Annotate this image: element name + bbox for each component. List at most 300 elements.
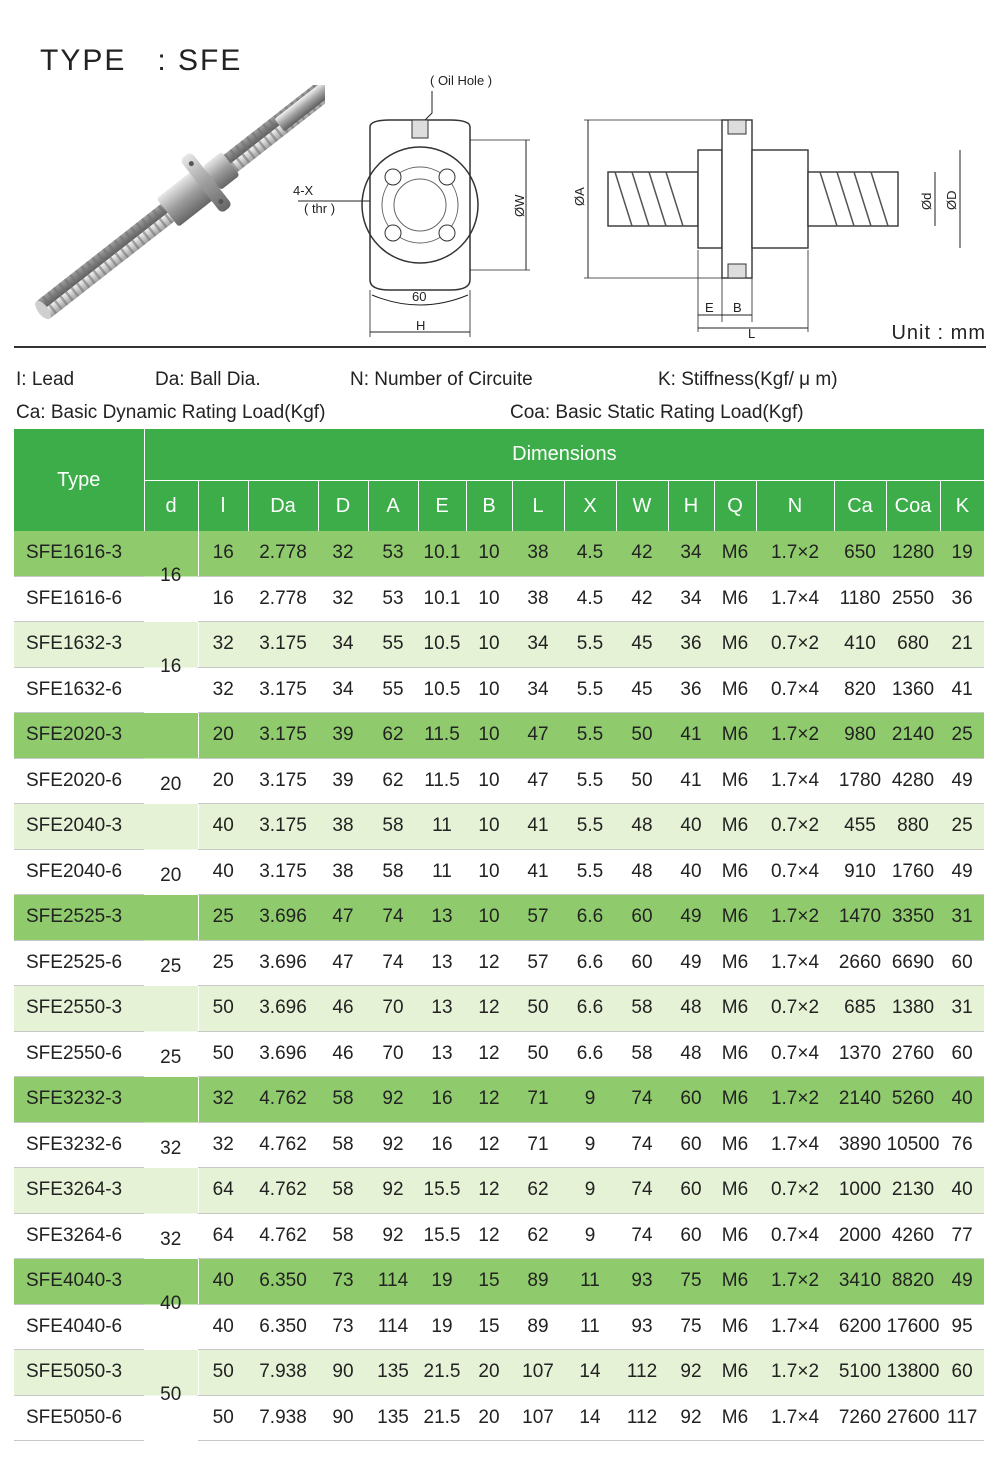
cell-value: 2550 [886,576,940,622]
cell-value: 1.7×2 [756,713,834,759]
cell-value: 3.696 [248,1031,318,1077]
cell-value: 92 [668,1350,714,1396]
cell-value: 12 [466,986,512,1032]
cell-value: 92 [368,1122,418,1168]
cell-value: 3.175 [248,758,318,804]
cell-value: 57 [512,895,564,941]
cell-value: 32 [198,1122,248,1168]
cell-value: 9 [564,1122,616,1168]
cell-value: 10 [466,622,512,668]
cell-value: 60 [940,1350,984,1396]
column-header: Ca [834,481,886,532]
cell-d-group: 16 [144,622,198,713]
table-row [14,986,984,1032]
cell-value: 40 [940,1168,984,1214]
cell-value: 41 [512,849,564,895]
cell-value: 1.7×4 [756,1395,834,1441]
cell-value: M6 [714,1259,756,1305]
table-row [14,804,984,850]
cell-value: 107 [512,1350,564,1396]
cell-value: 34 [512,622,564,668]
cell-value: 38 [512,576,564,622]
cell-value: 70 [368,986,418,1032]
cell-value: 62 [368,713,418,759]
cell-value: 58 [318,1213,368,1259]
cell-value: M6 [714,940,756,986]
cell-value: 48 [616,849,668,895]
cell-value: 10 [466,576,512,622]
cell-type: SFE2040-6 [14,849,144,895]
cell-value: 39 [318,713,368,759]
cell-value: 32 [198,1077,248,1123]
cell-value: 3.696 [248,940,318,986]
cell-value: 70 [368,1031,418,1077]
cell-value: 2660 [834,940,886,986]
cell-value: 9 [564,1213,616,1259]
cell-value: 95 [940,1304,984,1350]
cell-type: SFE1632-6 [14,667,144,713]
cell-value: 3350 [886,895,940,941]
cell-value: 1280 [886,531,940,576]
cell-value: 58 [616,986,668,1032]
cell-value: 6.6 [564,895,616,941]
cell-value: 89 [512,1259,564,1305]
cell-value: 0.7×4 [756,667,834,713]
cell-value: 2000 [834,1213,886,1259]
legend-static-load: Coa: Basic Static Rating Load(Kgf) [510,402,804,423]
cell-value: 11 [564,1259,616,1305]
cell-value: 1.7×4 [756,1122,834,1168]
cell-type: SFE2525-6 [14,940,144,986]
cell-value: 45 [616,667,668,713]
cell-value: 10.1 [418,531,466,576]
cell-value: 6.6 [564,940,616,986]
cell-value: 34 [512,667,564,713]
cell-value: 62 [512,1213,564,1259]
cell-value: 16 [418,1077,466,1123]
cell-value: 21.5 [418,1350,466,1396]
cell-value: 9 [564,1077,616,1123]
cell-value: 58 [368,804,418,850]
cell-value: 58 [616,1031,668,1077]
dim-l-label: L [748,326,756,340]
side-view-diagram [570,110,970,340]
cell-value: 114 [368,1304,418,1350]
cell-value: 1380 [886,986,940,1032]
table-row [14,1168,984,1214]
cell-value: 73 [318,1304,368,1350]
cell-value: 3890 [834,1122,886,1168]
cell-value: 12 [466,1168,512,1214]
cell-value: 92 [668,1395,714,1441]
cell-value: 2140 [834,1077,886,1123]
cell-value: 48 [616,804,668,850]
cell-value: 64 [198,1213,248,1259]
cell-value: 3.175 [248,713,318,759]
cell-value: M6 [714,895,756,941]
legend-circuit: N: Number of Circuite [350,369,533,390]
cell-value: 48 [668,1031,714,1077]
table-row [14,1077,984,1123]
cell-value: 1.7×2 [756,1350,834,1396]
cell-value: 135 [368,1350,418,1396]
cell-value: 58 [318,1168,368,1214]
cell-value: 15 [466,1259,512,1305]
cell-value: 10 [466,849,512,895]
cell-value: 75 [668,1304,714,1350]
cell-value: 4.762 [248,1077,318,1123]
column-header: A [368,481,418,532]
cell-value: 10 [466,804,512,850]
cell-value: 36 [668,667,714,713]
cell-value: 34 [668,576,714,622]
cell-value: 19 [940,531,984,576]
cell-value: 14 [564,1350,616,1396]
cell-value: M6 [714,622,756,668]
cell-value: 42 [616,576,668,622]
cell-value: 71 [512,1122,564,1168]
cell-value: 38 [318,804,368,850]
cell-value: 50 [198,1350,248,1396]
cell-value: M6 [714,1122,756,1168]
cell-value: 10.1 [418,576,466,622]
cell-value: 117 [940,1395,984,1441]
cell-d-group: 32 [144,1168,198,1259]
legend-dynamic-load: Ca: Basic Dynamic Rating Load(Kgf) [16,402,326,423]
cell-value: 3.175 [248,804,318,850]
cell-value: M6 [714,667,756,713]
cell-value: 40 [198,1304,248,1350]
cell-value: 13 [418,986,466,1032]
cell-value: 1.7×2 [756,895,834,941]
dim-b-label: B [733,300,742,315]
cell-value: 1000 [834,1168,886,1214]
cell-value: 10 [466,531,512,576]
cell-value: 60 [668,1122,714,1168]
cell-value: 980 [834,713,886,759]
cell-value: 12 [466,1122,512,1168]
cell-value: 6690 [886,940,940,986]
cell-type: SFE5050-3 [14,1350,144,1396]
cell-value: 6.350 [248,1259,318,1305]
cell-value: 25 [940,713,984,759]
cell-value: 2.778 [248,576,318,622]
cell-value: M6 [714,531,756,576]
cell-type: SFE3264-6 [14,1213,144,1259]
cell-value: 93 [616,1259,668,1305]
cell-value: M6 [714,849,756,895]
cell-value: 10.5 [418,667,466,713]
cell-value: M6 [714,758,756,804]
table-row [14,531,984,576]
table-row [14,895,984,941]
cell-value: 89 [512,1304,564,1350]
cell-value: 3.175 [248,667,318,713]
cell-value: 47 [318,895,368,941]
cell-value: 53 [368,531,418,576]
cell-value: 910 [834,849,886,895]
cell-value: M6 [714,986,756,1032]
cell-value: 25 [198,940,248,986]
cell-type: SFE5050-6 [14,1395,144,1441]
cell-d-group: 20 [144,804,198,895]
cell-value: 32 [318,576,368,622]
table-row [14,1350,984,1396]
cell-value: 32 [318,531,368,576]
cell-d-group: 25 [144,895,198,986]
cell-value: 10 [466,758,512,804]
cell-value: 6200 [834,1304,886,1350]
cell-value: 10 [466,667,512,713]
cell-value: 455 [834,804,886,850]
cell-value: 8820 [886,1259,940,1305]
cell-value: 42 [616,531,668,576]
cell-value: 135 [368,1395,418,1441]
cell-value: 58 [318,1122,368,1168]
column-header: D [318,481,368,532]
cell-value: 53 [368,576,418,622]
cell-value: 16 [198,531,248,576]
column-header: K [940,481,984,532]
cell-value: 60 [668,1077,714,1123]
legend-lead: I: Lead [16,369,75,390]
cell-value: 40 [198,849,248,895]
column-header: B [466,481,512,532]
cell-value: 34 [318,622,368,668]
cell-value: 1470 [834,895,886,941]
cell-type: SFE4040-6 [14,1304,144,1350]
cell-value: 50 [616,713,668,759]
cell-value: 680 [886,622,940,668]
cell-value: 46 [318,986,368,1032]
cell-value: 34 [318,667,368,713]
cell-type: SFE4040-3 [14,1259,144,1305]
column-header: Coa [886,481,940,532]
dim-60-label: 60 [412,289,427,304]
cell-value: 60 [668,1168,714,1214]
cell-value: 38 [318,849,368,895]
cell-d-group: 20 [144,713,198,804]
cell-value: 55 [368,667,418,713]
cell-value: 92 [368,1213,418,1259]
dim-w-label: ØW [512,194,527,217]
cell-value: 10500 [886,1122,940,1168]
column-header: H [668,481,714,532]
cell-d-group: 16 [144,531,198,622]
column-header: X [564,481,616,532]
table-row [14,1259,984,1305]
cell-value: 6.350 [248,1304,318,1350]
column-group-dimensions: Dimensions [144,429,984,481]
cell-value: 1370 [834,1031,886,1077]
cell-type: SFE2020-6 [14,758,144,804]
dim-D-label: ØD [944,190,959,210]
cell-value: 62 [368,758,418,804]
cell-value: 19 [418,1304,466,1350]
cell-value: 60 [940,940,984,986]
cell-value: 50 [198,986,248,1032]
cell-value: 13 [418,940,466,986]
cell-value: 5100 [834,1350,886,1396]
cell-value: 650 [834,531,886,576]
cell-value: M6 [714,713,756,759]
cell-value: 4260 [886,1213,940,1259]
page-title: TYPE : SFE [40,44,243,77]
cell-value: 0.7×4 [756,1031,834,1077]
cell-value: 57 [512,940,564,986]
cell-value: 4.762 [248,1213,318,1259]
cell-value: 92 [368,1077,418,1123]
cell-value: 7.938 [248,1350,318,1396]
cell-value: 40 [198,804,248,850]
cell-value: 49 [940,849,984,895]
table-row [14,713,984,759]
cell-value: 31 [940,986,984,1032]
cell-value: 46 [318,1031,368,1077]
cell-value: 49 [668,895,714,941]
cell-value: 4.762 [248,1168,318,1214]
cell-value: 20 [198,713,248,759]
cell-value: 73 [318,1259,368,1305]
cell-value: 12 [466,1077,512,1123]
cell-value: 12 [466,940,512,986]
cell-value: 20 [466,1395,512,1441]
cell-value: 5.5 [564,667,616,713]
legend-ball-dia: Da: Ball Dia. [155,369,261,390]
cell-value: 25 [198,895,248,941]
cell-value: 7.938 [248,1395,318,1441]
cell-value: 5.5 [564,849,616,895]
cell-value: 93 [616,1304,668,1350]
spec-table [14,429,984,1441]
dim-a-label: ØA [572,187,587,206]
oil-hole-label: ( Oil Hole ) [430,73,493,88]
unit-label: Unit : mm [891,322,986,344]
cell-type: SFE2040-3 [14,804,144,850]
cell-value: 40 [940,1077,984,1123]
front-view-diagram [290,65,550,345]
cell-value: 36 [940,576,984,622]
cell-value: 1.7×2 [756,531,834,576]
cell-value: 77 [940,1213,984,1259]
cell-value: M6 [714,804,756,850]
cell-value: 48 [668,986,714,1032]
cell-value: 10.5 [418,622,466,668]
cell-value: 40 [668,849,714,895]
cell-value: 112 [616,1350,668,1396]
legend-stiffness: K: Stiffness(Kgf/ μ m) [658,369,838,390]
cell-value: M6 [714,1350,756,1396]
cell-value: 60 [940,1031,984,1077]
cell-value: 47 [512,713,564,759]
cell-d-group: 50 [144,1350,198,1441]
dim-e-label: E [705,300,714,315]
column-header: W [616,481,668,532]
cell-d-group: 25 [144,986,198,1077]
cell-value: 11 [564,1304,616,1350]
cell-value: 62 [512,1168,564,1214]
divider [14,346,986,348]
cell-value: 90 [318,1350,368,1396]
cell-value: 74 [616,1077,668,1123]
cell-value: 880 [886,804,940,850]
cell-value: 27600 [886,1395,940,1441]
column-header: d [144,481,198,532]
cell-value: 36 [668,622,714,668]
thread-label: 4-X [293,183,314,198]
cell-value: 58 [368,849,418,895]
cell-value: 1.7×4 [756,940,834,986]
cell-value: 60 [668,1213,714,1259]
cell-value: 107 [512,1395,564,1441]
cell-value: 41 [940,667,984,713]
cell-value: 32 [198,622,248,668]
cell-value: 38 [512,531,564,576]
cell-value: 32 [198,667,248,713]
cell-value: 9 [564,1168,616,1214]
cell-value: 40 [668,804,714,850]
cell-type: SFE1632-3 [14,622,144,668]
cell-value: 41 [668,713,714,759]
cell-value: 7260 [834,1395,886,1441]
cell-value: 16 [418,1122,466,1168]
cell-value: M6 [714,576,756,622]
cell-value: 49 [668,940,714,986]
cell-value: 16 [198,576,248,622]
cell-value: 21 [940,622,984,668]
cell-value: 0.7×4 [756,849,834,895]
cell-type: SFE3232-6 [14,1122,144,1168]
cell-value: 1360 [886,667,940,713]
cell-value: 31 [940,895,984,941]
cell-value: 12 [466,1213,512,1259]
cell-value: 10 [466,713,512,759]
cell-value: 6.6 [564,986,616,1032]
cell-type: SFE2525-3 [14,895,144,941]
cell-value: 2.778 [248,531,318,576]
cell-value: 50 [512,986,564,1032]
cell-value: 47 [512,758,564,804]
cell-value: 11.5 [418,758,466,804]
cell-value: 4.762 [248,1122,318,1168]
cell-value: 21.5 [418,1395,466,1441]
cell-value: 1180 [834,576,886,622]
cell-type: SFE2550-3 [14,986,144,1032]
cell-value: 3.696 [248,986,318,1032]
cell-value: 74 [368,895,418,941]
cell-type: SFE1616-3 [14,531,144,576]
cell-value: 19 [418,1259,466,1305]
cell-value: 13800 [886,1350,940,1396]
cell-value: 60 [616,895,668,941]
cell-value: 50 [616,758,668,804]
cell-value: 15 [466,1304,512,1350]
cell-value: 25 [940,804,984,850]
cell-value: 45 [616,622,668,668]
cell-value: 50 [198,1031,248,1077]
cell-value: 74 [368,940,418,986]
cell-value: 75 [668,1259,714,1305]
dim-d-label: Ød [919,192,934,210]
dim-h-label: H [416,318,426,333]
cell-value: 74 [616,1122,668,1168]
cell-value: 0.7×2 [756,1168,834,1214]
cell-value: 60 [616,940,668,986]
cell-value: 74 [616,1213,668,1259]
cell-value: 14 [564,1395,616,1441]
cell-value: 13 [418,895,466,941]
cell-value: 12 [466,1031,512,1077]
